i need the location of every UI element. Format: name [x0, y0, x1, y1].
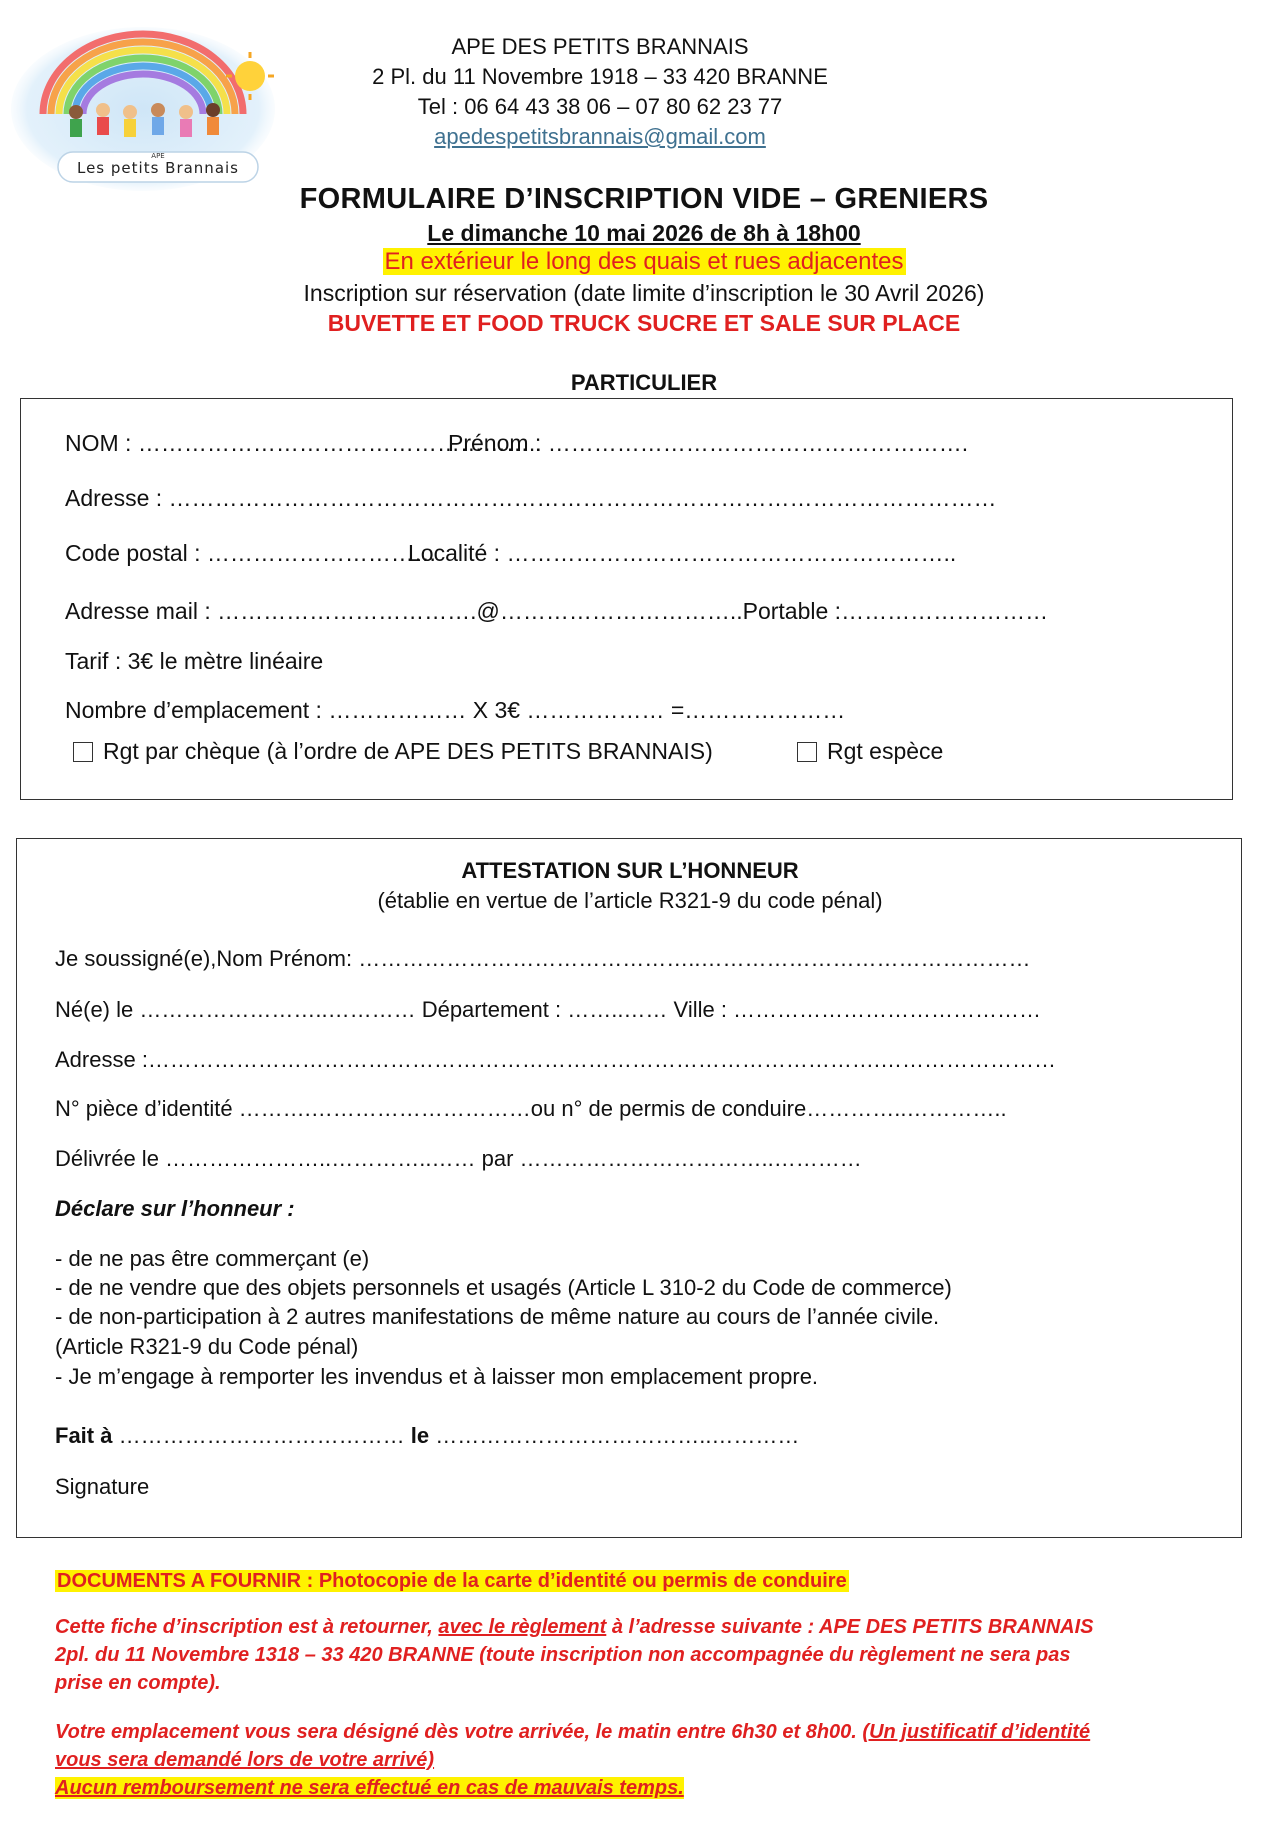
nombre-emplacement-field[interactable]: Nombre d’emplacement : ……………… X 3€ ……………… =…………………: [65, 697, 846, 723]
rgt-cheque-option[interactable]: [73, 738, 713, 765]
declaration-item: (Article R321-9 du Code pénal): [55, 1334, 359, 1359]
rgt-espece-checkbox[interactable]: [797, 742, 817, 762]
form-title: FORMULAIRE D’INSCRIPTION VIDE – GRENIERS: [299, 183, 989, 215]
piece-identite-field[interactable]: N° pièce d’identité ……….…………………………ou n° de permis de conduire…………..…………..: [55, 1096, 1007, 1121]
rgt-cheque-label: Rgt par chèque (à l’ordre de APE DES PETITS BRANNAIS): [103, 738, 713, 764]
le-label: le: [410, 1423, 430, 1448]
declaration-item: - de non-participation à 2 autres manifestations de même nature au cours de l’année civile.: [55, 1304, 940, 1329]
attestation-subtitle: (établie en vertue de l’article R321-9 du code pénal): [377, 888, 883, 913]
rgt-cheque-checkbox[interactable]: [73, 742, 93, 762]
logo-small-text: APE: [151, 152, 165, 160]
nom-field[interactable]: NOM : ……………………………………………..: [65, 430, 542, 456]
header-phone: Tel : 06 64 43 38 06 – 07 80 62 23 77: [417, 94, 783, 119]
registration-deadline: Inscription sur réservation (date limite d’inscription le 30 Avril 2026): [303, 280, 985, 306]
rgt-espece-label: Rgt espèce: [827, 738, 944, 764]
declare-heading: Déclare sur l’honneur :: [55, 1196, 295, 1221]
prenom-field[interactable]: Prénom : ……………………………………………….: [448, 430, 969, 456]
tarif-text: Tarif : 3€ le mètre linéaire: [65, 648, 324, 674]
arrival-underlined-1: (Un justificatif d’identité: [862, 1721, 1091, 1743]
return-text-d: prise en compte).: [55, 1672, 221, 1694]
declaration-item: - de ne vendre que des objets personnels et usagés (Article L 310-2 du Code de commerce): [55, 1275, 952, 1300]
ape-logo: [8, 14, 278, 194]
fait-a-label: Fait à: [55, 1423, 113, 1448]
rainbow-logo-icon: [8, 14, 278, 194]
le-dots[interactable]: ………………………………..…………: [435, 1423, 800, 1448]
adresse-field[interactable]: Adresse : ………………………………………………………………………………………………: [65, 485, 997, 511]
return-text-a: Cette fiche d’inscription est à retourner,: [55, 1616, 439, 1638]
localite-field[interactable]: Localité : …………………………………………………..: [408, 540, 957, 566]
attestation-adresse-field[interactable]: Adresse :……………………………………………………………………………………….……………………: [55, 1047, 1057, 1072]
header-email-link[interactable]: apedespetitsbrannais@gmail.com: [434, 124, 766, 149]
no-refund-notice: Aucun remboursement ne sera effectué en cas de mauvais temps.: [55, 1777, 684, 1799]
documents-notice: DOCUMENTS A FOURNIR : Photocopie de la carte d’identité ou permis de conduire: [57, 1570, 847, 1592]
arrival-text: Votre emplacement vous sera désigné dès votre arrivée, le matin entre 6h30 et 8h00.: [55, 1721, 863, 1743]
event-date: Le dimanche 10 mai 2026 de 8h à 18h00: [427, 220, 861, 246]
mail-portable-field[interactable]: Adresse mail : …………………………….@…………………………..Portable :………………………: [65, 598, 1049, 624]
return-text-b: à l’adresse suivante : APE DES PETITS BRANNAIS: [606, 1616, 1094, 1638]
declaration-item: - Je m’engage à remporter les invendus et à laisser mon emplacement propre.: [55, 1364, 819, 1389]
naissance-field[interactable]: Né(e) le ……………………..………… Département : ……..…… Ville : ……………………………………: [55, 997, 1042, 1022]
header-address: 2 Pl. du 11 Novembre 1918 – 33 420 BRANNE: [372, 64, 828, 89]
soussigne-field[interactable]: Je soussigné(e),Nom Prénom: ………………………………………..………………………………………: [55, 946, 1031, 971]
arrival-instructions: [55, 1718, 1245, 1802]
fait-a-line[interactable]: [55, 1423, 799, 1449]
code-postal-field[interactable]: Code postal : …………………………: [65, 540, 437, 566]
particulier-heading: PARTICULIER: [570, 370, 718, 395]
delivree-field[interactable]: Délivrée le …………………..…………..…… par ……………………………..…………: [55, 1146, 862, 1171]
return-text-c: 2pl. du 11 Novembre 1318 – 33 420 BRANNE (toute inscription non accompagnée du règlement ne sera pas: [55, 1644, 1071, 1666]
declaration-item: - de ne pas être commerçant (e): [55, 1246, 370, 1271]
return-text-underlined: avec le règlement: [438, 1616, 607, 1638]
return-instructions: [55, 1613, 1245, 1697]
event-location: En extérieur le long des quais et rues adjacentes: [384, 248, 904, 275]
fait-a-dots[interactable]: …………………………………: [118, 1423, 405, 1448]
rgt-espece-option[interactable]: [797, 738, 943, 765]
header-org: APE DES PETITS BRANNAIS: [451, 34, 749, 59]
logo-label: Les petits Brannais: [76, 159, 240, 177]
attestation-title: ATTESTATION SUR L’HONNEUR: [461, 858, 799, 883]
signature-label: Signature: [55, 1474, 150, 1499]
buvette-notice: BUVETTE ET FOOD TRUCK SUCRE ET SALE SUR PLACE: [327, 310, 961, 336]
arrival-underlined-2: vous sera demandé lors de votre arrivé): [55, 1749, 435, 1771]
